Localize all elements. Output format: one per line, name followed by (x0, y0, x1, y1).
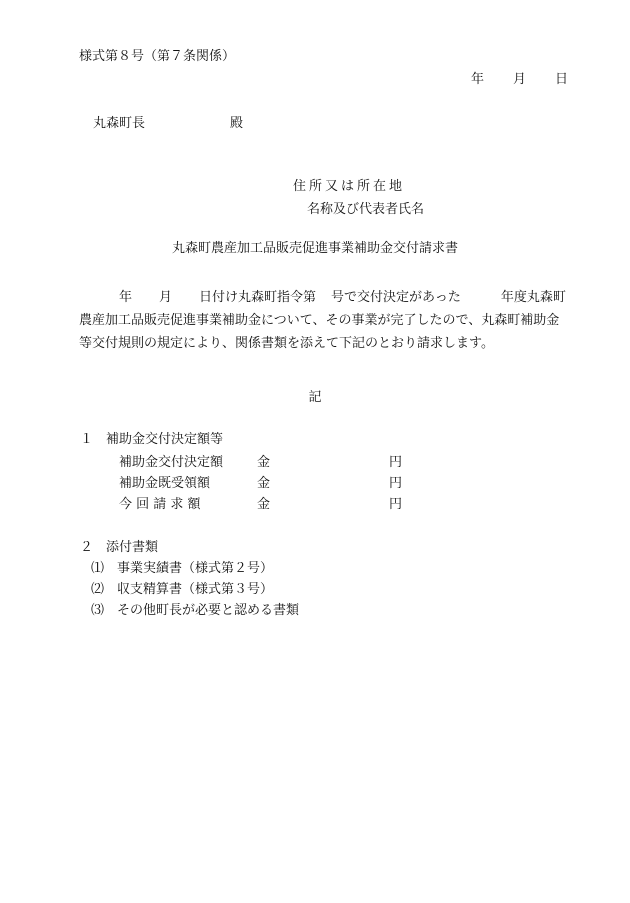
date-line (471, 73, 568, 86)
body-fiscal-year: 年度丸森町 (500, 290, 566, 305)
attachment-number: ⑵ (91, 582, 105, 597)
section-1-heading: １ 補助金交付決定額等 (80, 432, 224, 447)
addressee (93, 117, 243, 130)
applicant-address-label: 住所又は所在地 (293, 179, 406, 194)
row-label: 補助金既受領額 (119, 476, 211, 491)
date-day: 日 (554, 72, 568, 87)
attachment-item (91, 562, 273, 575)
addressee-honorific: 殿 (230, 116, 244, 131)
row-label: 今 回 請 求 額 (119, 497, 201, 512)
row-yen: 円 (389, 455, 403, 470)
section-2-heading: ２ 添付書類 (80, 540, 159, 555)
addressee-name: 丸森町長 (93, 116, 146, 131)
body-line-1 (79, 286, 599, 309)
date-month: 月 (512, 72, 526, 87)
body-line-2: 農産加工品販売促進事業補助金について、その事業が完了したので、丸森町補助金 (79, 313, 560, 328)
body-line-3: 等交付規則の規定により、関係書類を添えて下記のとおり請求します。 (79, 336, 494, 351)
row-kin: 金 (257, 455, 271, 470)
amount-row-received (119, 477, 402, 490)
attachment-number: ⑶ (91, 603, 105, 618)
document-title: 丸森町農産加工品販売促進事業補助金交付請求書 (171, 241, 458, 256)
document-body (79, 286, 599, 355)
body-decision: 号で交付決定があった (331, 290, 461, 305)
row-yen: 円 (389, 497, 403, 512)
attachment-text: その他町長が必要と認める書類 (117, 603, 300, 618)
body-order: 日付け丸森町指令第 (199, 290, 317, 305)
attachment-text: 収支精算書（様式第３号） (117, 582, 274, 597)
attachment-text: 事業実績書（様式第２号） (117, 561, 274, 576)
row-yen: 円 (389, 476, 403, 491)
amount-row-decided (119, 456, 402, 469)
body-year: 年 (119, 290, 133, 305)
form-number: 様式第８号（第７条関係） (79, 49, 236, 64)
applicant-name-label: 名称及び代表者氏名 (307, 202, 425, 217)
amount-row-requested (119, 498, 402, 511)
attachment-number: ⑴ (91, 561, 105, 576)
ki-heading: 記 (308, 390, 322, 405)
attachment-item (91, 604, 299, 617)
row-kin: 金 (257, 497, 271, 512)
date-year: 年 (470, 72, 484, 87)
row-label: 補助金交付決定額 (119, 455, 224, 470)
attachment-item (91, 583, 273, 596)
body-month: 月 (159, 290, 173, 305)
row-kin: 金 (257, 476, 271, 491)
